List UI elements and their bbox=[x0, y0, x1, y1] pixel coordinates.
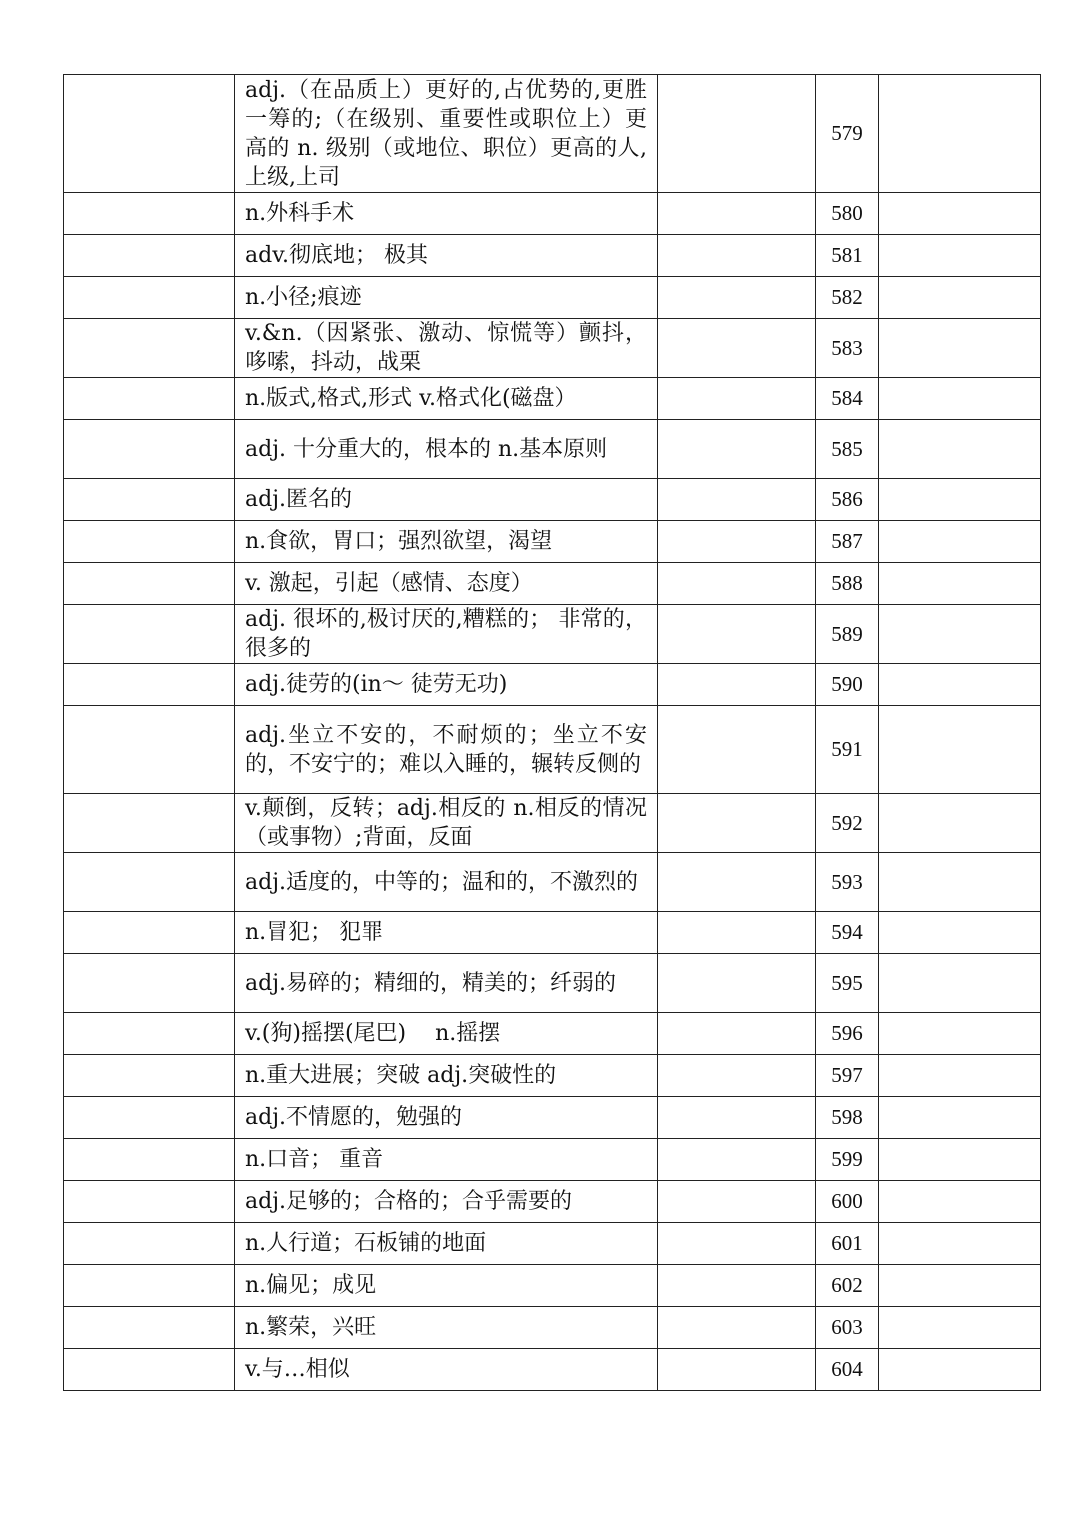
definition-cell: n.食欲，胃口；强烈欲望，渴望 bbox=[235, 521, 658, 563]
table-row bbox=[64, 75, 1041, 193]
word-cell bbox=[64, 1013, 235, 1055]
table-row bbox=[64, 378, 1041, 420]
definition-cell: adj.坐立不安的，不耐烦的；坐立不安的，不安宁的；难以入睡的，辗转反侧的 bbox=[235, 706, 658, 794]
number-cell: 604 bbox=[816, 1349, 879, 1391]
table-row bbox=[64, 277, 1041, 319]
table-row bbox=[64, 235, 1041, 277]
word-cell bbox=[64, 563, 235, 605]
word-cell bbox=[64, 1223, 235, 1265]
table-row bbox=[64, 1013, 1041, 1055]
definition-cell: v. 激起，引起（感情、态度） bbox=[235, 563, 658, 605]
word-cell bbox=[64, 1055, 235, 1097]
answer-cell bbox=[658, 193, 816, 235]
number-cell: 594 bbox=[816, 912, 879, 954]
word-cell bbox=[64, 1181, 235, 1223]
word-cell bbox=[64, 420, 235, 479]
table-row bbox=[64, 954, 1041, 1013]
word-cell bbox=[64, 277, 235, 319]
definition-cell: adj. 很坏的,极讨厌的,糟糕的； 非常的，很多的 bbox=[235, 605, 658, 664]
definition-cell: adj.不情愿的，勉强的 bbox=[235, 1097, 658, 1139]
word-cell bbox=[64, 954, 235, 1013]
table-row bbox=[64, 1055, 1041, 1097]
answer-cell bbox=[658, 1307, 816, 1349]
vocabulary-table-body bbox=[64, 75, 1041, 1391]
number-cell: 597 bbox=[816, 1055, 879, 1097]
table-row bbox=[64, 1265, 1041, 1307]
table-row bbox=[64, 664, 1041, 706]
word-cell bbox=[64, 706, 235, 794]
word-cell bbox=[64, 1265, 235, 1307]
definition-cell: n.偏见；成见 bbox=[235, 1265, 658, 1307]
answer-cell bbox=[658, 1055, 816, 1097]
answer-cell bbox=[658, 954, 816, 1013]
definition-cell: adj.匿名的 bbox=[235, 479, 658, 521]
extra-cell bbox=[879, 563, 1041, 605]
extra-cell bbox=[879, 420, 1041, 479]
definition-cell: v.颠倒，反转；adj.相反的 n.相反的情况（或事物）;背面，反面 bbox=[235, 794, 658, 853]
answer-cell bbox=[658, 912, 816, 954]
definition-cell: v.&n.（因紧张、激动、惊慌等）颤抖，哆嗦，抖动，战栗 bbox=[235, 319, 658, 378]
definition-cell: adj.（在品质上）更好的,占优势的,更胜一筹的;（在级别、重要性或职位上）更高的 n. 级别（或地位、职位）更高的人,上级,上司 bbox=[235, 75, 658, 193]
answer-cell bbox=[658, 1349, 816, 1391]
number-cell: 596 bbox=[816, 1013, 879, 1055]
extra-cell bbox=[879, 1139, 1041, 1181]
definition-cell: adj.适度的，中等的；温和的，不激烈的 bbox=[235, 853, 658, 912]
definition-cell: adj.徒劳的(in～ 徒劳无功) bbox=[235, 664, 658, 706]
answer-cell bbox=[658, 605, 816, 664]
extra-cell bbox=[879, 75, 1041, 193]
number-cell: 601 bbox=[816, 1223, 879, 1265]
word-cell bbox=[64, 1097, 235, 1139]
answer-cell bbox=[658, 664, 816, 706]
number-cell: 587 bbox=[816, 521, 879, 563]
extra-cell bbox=[879, 706, 1041, 794]
definition-cell: n.小径;痕迹 bbox=[235, 277, 658, 319]
number-cell: 584 bbox=[816, 378, 879, 420]
definition-cell: adv.彻底地； 极其 bbox=[235, 235, 658, 277]
number-cell: 586 bbox=[816, 479, 879, 521]
word-cell bbox=[64, 1349, 235, 1391]
number-cell: 588 bbox=[816, 563, 879, 605]
extra-cell bbox=[879, 1307, 1041, 1349]
extra-cell bbox=[879, 1097, 1041, 1139]
extra-cell bbox=[879, 912, 1041, 954]
definition-cell: adj.易碎的；精细的，精美的；纤弱的 bbox=[235, 954, 658, 1013]
extra-cell bbox=[879, 479, 1041, 521]
answer-cell bbox=[658, 1013, 816, 1055]
table-row bbox=[64, 563, 1041, 605]
extra-cell bbox=[879, 1181, 1041, 1223]
answer-cell bbox=[658, 1223, 816, 1265]
answer-cell bbox=[658, 75, 816, 193]
table-row bbox=[64, 794, 1041, 853]
definition-cell: adj. 十分重大的，根本的 n.基本原则 bbox=[235, 420, 658, 479]
number-cell: 595 bbox=[816, 954, 879, 1013]
number-cell: 589 bbox=[816, 605, 879, 664]
extra-cell bbox=[879, 1055, 1041, 1097]
answer-cell bbox=[658, 706, 816, 794]
answer-cell bbox=[658, 420, 816, 479]
word-cell bbox=[64, 1307, 235, 1349]
table-row bbox=[64, 853, 1041, 912]
number-cell: 598 bbox=[816, 1097, 879, 1139]
word-cell bbox=[64, 1139, 235, 1181]
number-cell: 600 bbox=[816, 1181, 879, 1223]
number-cell: 592 bbox=[816, 794, 879, 853]
extra-cell bbox=[879, 605, 1041, 664]
answer-cell bbox=[658, 319, 816, 378]
extra-cell bbox=[879, 853, 1041, 912]
extra-cell bbox=[879, 664, 1041, 706]
table-row bbox=[64, 1181, 1041, 1223]
number-cell: 581 bbox=[816, 235, 879, 277]
number-cell: 582 bbox=[816, 277, 879, 319]
table-row bbox=[64, 521, 1041, 563]
table-row bbox=[64, 1349, 1041, 1391]
extra-cell bbox=[879, 235, 1041, 277]
definition-cell: n.冒犯； 犯罪 bbox=[235, 912, 658, 954]
extra-cell bbox=[879, 193, 1041, 235]
table-row bbox=[64, 706, 1041, 794]
extra-cell bbox=[879, 521, 1041, 563]
word-cell bbox=[64, 75, 235, 193]
number-cell: 579 bbox=[816, 75, 879, 193]
answer-cell bbox=[658, 794, 816, 853]
table-row bbox=[64, 605, 1041, 664]
definition-cell: n.重大进展；突破 adj.突破性的 bbox=[235, 1055, 658, 1097]
word-cell bbox=[64, 235, 235, 277]
table-row bbox=[64, 912, 1041, 954]
definition-cell: n.繁荣，兴旺 bbox=[235, 1307, 658, 1349]
definition-cell: n.外科手术 bbox=[235, 193, 658, 235]
number-cell: 603 bbox=[816, 1307, 879, 1349]
table-row bbox=[64, 420, 1041, 479]
vocabulary-table bbox=[63, 74, 1041, 1391]
table-row bbox=[64, 319, 1041, 378]
word-cell bbox=[64, 853, 235, 912]
number-cell: 599 bbox=[816, 1139, 879, 1181]
definition-cell: n.版式,格式,形式 v.格式化(磁盘） bbox=[235, 378, 658, 420]
extra-cell bbox=[879, 1223, 1041, 1265]
answer-cell bbox=[658, 1097, 816, 1139]
definition-cell: n.人行道；石板铺的地面 bbox=[235, 1223, 658, 1265]
number-cell: 591 bbox=[816, 706, 879, 794]
extra-cell bbox=[879, 954, 1041, 1013]
word-cell bbox=[64, 664, 235, 706]
extra-cell bbox=[879, 277, 1041, 319]
extra-cell bbox=[879, 794, 1041, 853]
answer-cell bbox=[658, 235, 816, 277]
table-row bbox=[64, 193, 1041, 235]
number-cell: 590 bbox=[816, 664, 879, 706]
word-cell bbox=[64, 378, 235, 420]
word-cell bbox=[64, 912, 235, 954]
extra-cell bbox=[879, 1013, 1041, 1055]
table-row bbox=[64, 1307, 1041, 1349]
number-cell: 602 bbox=[816, 1265, 879, 1307]
answer-cell bbox=[658, 1181, 816, 1223]
definition-cell: v.与…相似 bbox=[235, 1349, 658, 1391]
word-cell bbox=[64, 605, 235, 664]
answer-cell bbox=[658, 277, 816, 319]
extra-cell bbox=[879, 319, 1041, 378]
answer-cell bbox=[658, 1265, 816, 1307]
table-row bbox=[64, 1139, 1041, 1181]
extra-cell bbox=[879, 1349, 1041, 1391]
answer-cell bbox=[658, 1139, 816, 1181]
answer-cell bbox=[658, 521, 816, 563]
table-row bbox=[64, 479, 1041, 521]
definition-cell: adj.足够的；合格的；合乎需要的 bbox=[235, 1181, 658, 1223]
number-cell: 585 bbox=[816, 420, 879, 479]
word-cell bbox=[64, 794, 235, 853]
word-cell bbox=[64, 521, 235, 563]
extra-cell bbox=[879, 378, 1041, 420]
number-cell: 593 bbox=[816, 853, 879, 912]
definition-cell: v.(狗)摇摆(尾巴) n.摇摆 bbox=[235, 1013, 658, 1055]
table-row bbox=[64, 1223, 1041, 1265]
number-cell: 580 bbox=[816, 193, 879, 235]
word-cell bbox=[64, 193, 235, 235]
extra-cell bbox=[879, 1265, 1041, 1307]
answer-cell bbox=[658, 563, 816, 605]
table-row bbox=[64, 1097, 1041, 1139]
word-cell bbox=[64, 479, 235, 521]
word-cell bbox=[64, 319, 235, 378]
answer-cell bbox=[658, 853, 816, 912]
answer-cell bbox=[658, 378, 816, 420]
definition-cell: n.口音； 重音 bbox=[235, 1139, 658, 1181]
answer-cell bbox=[658, 479, 816, 521]
number-cell: 583 bbox=[816, 319, 879, 378]
